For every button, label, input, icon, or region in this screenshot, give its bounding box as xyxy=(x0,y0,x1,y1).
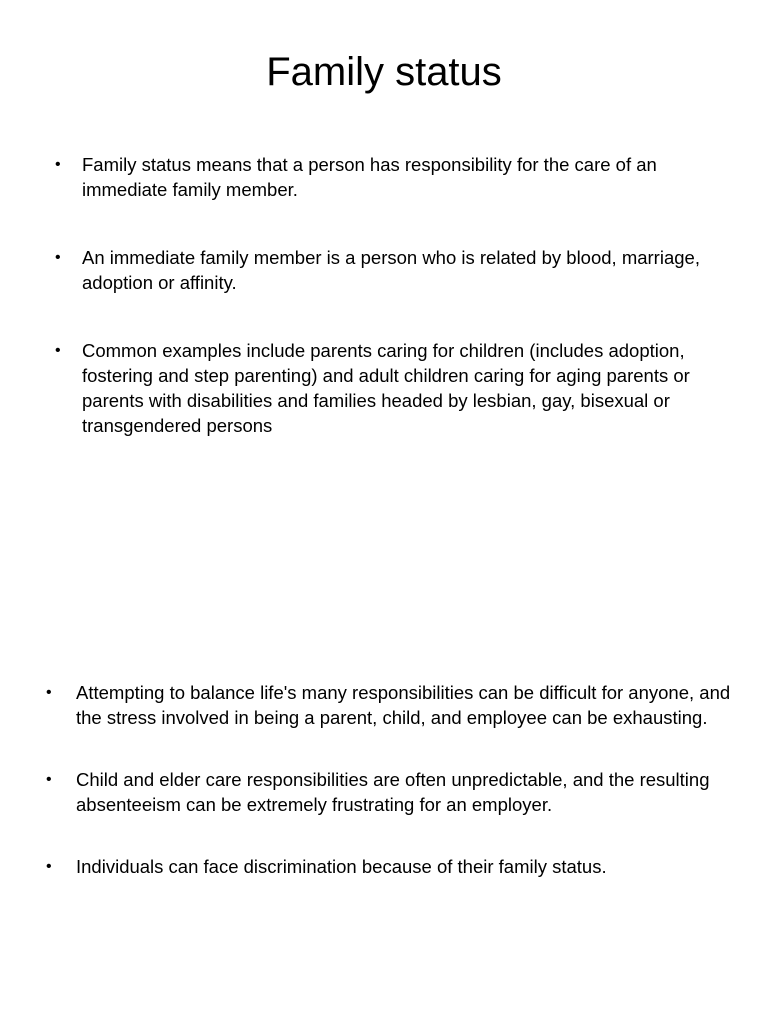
bullet-text: Child and elder care responsibilities are often unpredictable, and the resulting absenteeism can be extremely frustrating for an employer. xyxy=(76,769,710,815)
page-title: Family status xyxy=(266,50,502,94)
bullet-icon: • xyxy=(55,156,61,173)
bullet-text: Common examples include parents caring for children (includes adoption, fostering and step parenting) and adult children caring for aging parents or parents with disabilities and families headed by lesbian, gay, bisexual or transgendered persons xyxy=(82,340,690,436)
bullet-icon: • xyxy=(46,684,52,701)
list-item xyxy=(55,152,742,202)
list-item xyxy=(46,680,740,730)
bullet-icon: • xyxy=(55,342,61,359)
bullet-icon: • xyxy=(55,249,61,266)
list-item xyxy=(46,767,740,817)
bullet-icon: • xyxy=(46,858,52,875)
bullet-icon: • xyxy=(46,771,52,788)
bullet-text: Attempting to balance life's many responsibilities can be difficult for anyone, and the stress involved in being a parent, child, and employee can be exhausting. xyxy=(76,682,731,728)
list-item xyxy=(55,245,742,295)
bullet-list-top xyxy=(55,152,742,481)
bullet-text: An immediate family member is a person who is related by blood, marriage, adoption or affinity. xyxy=(82,247,700,293)
bullet-text: Family status means that a person has responsibility for the care of an immediate family member. xyxy=(82,154,657,200)
bullet-list-bottom xyxy=(46,680,740,916)
list-item xyxy=(46,854,740,879)
list-item xyxy=(55,338,742,438)
bullet-text: Individuals can face discrimination because of their family status. xyxy=(76,856,607,877)
